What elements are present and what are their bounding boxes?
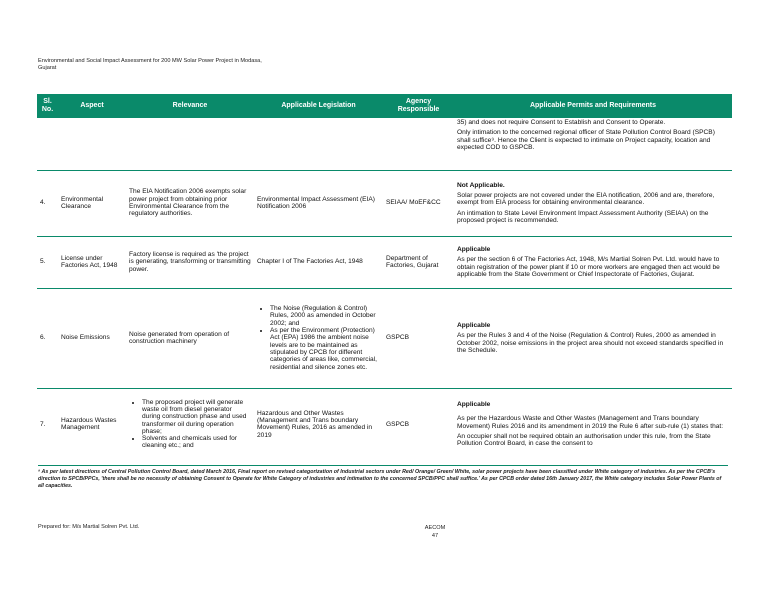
row-6-legislation bbox=[254, 288, 383, 388]
list-item: • The proposed project will generate waste oil from diesel generator during construction phase and used transformer oil during operation phase; bbox=[142, 399, 251, 435]
row-4-legislation: Environmental Impact Assessment (EIA) Notification 2006 bbox=[257, 195, 375, 210]
row-6-requirements bbox=[454, 288, 732, 388]
continuation-text-1: 35) and does not require Consent to Establish and Consent to Operate. bbox=[457, 119, 666, 126]
row-7-relevance-list bbox=[129, 399, 251, 450]
table-row-continuation bbox=[37, 118, 732, 170]
row-6-relevance: Noise generated from operation of construction machinery bbox=[129, 330, 230, 345]
row-5-req-text-1: As per the section 6 of The Factories Act, 1948, M/s Martial Solren Pvt. Ltd. would have to obtain registration of the power plant if 10 or more workers are engaged then act would be applicable from the State Government or Chief Inspectorate of Factories, Gujarat. bbox=[457, 256, 720, 278]
row-4-status: Not Applicable. bbox=[457, 181, 505, 189]
list-item: • As per the Environment (Protection) Act (EPA) 1986 the ambient noise levels are to be maintained as stipulated by CPCB for different categories of areas like, commercial, residential and silence zones etc. bbox=[270, 327, 380, 371]
permits-table bbox=[37, 94, 732, 460]
col-header-agency: Agency Responsible bbox=[383, 94, 454, 118]
row-7-relevance bbox=[126, 388, 254, 460]
row-6-legislation-list bbox=[257, 305, 380, 371]
row-4-number: 4. bbox=[40, 199, 46, 207]
row-4-agency: SEIAA/ MoEF&CC bbox=[386, 199, 441, 207]
table-row-7 bbox=[37, 388, 732, 460]
row-7-req-text-2: An occupier shall not be required obtain an authorisation under this rule, from the State Pollution Control Board, in case the consent to bbox=[457, 432, 711, 448]
col-header-aspect: Aspect bbox=[58, 94, 126, 118]
row-5-status: Applicable bbox=[457, 245, 491, 253]
col-header-sl-no: Sl. No. bbox=[37, 94, 58, 118]
row-5-aspect: License under Factories Act, 1948 bbox=[61, 254, 118, 269]
continuation-text-2: Only intimation to the concerned regional officer of State Pollution Control Board (SPCB) shall suffice⁹. Hence the Client is expected to intimate on Project capacity, location and expected COD to GSPCB. bbox=[457, 129, 715, 151]
row-7-agency: GSPCB bbox=[386, 420, 410, 428]
row-6-req-text-1: As per the Rules 3 and 4 of the Noise (Regulation & Control) Rules, 2000 as amended in October 2002, noise emissions in the project area should not exceed standards specified in the Schedule. bbox=[457, 332, 724, 354]
row-7-status: Applicable bbox=[457, 401, 491, 408]
row-5-legislation: Chapter I of The Factories Act, 1948 bbox=[257, 258, 363, 266]
table-row-4 bbox=[37, 170, 732, 236]
row-7-number: 7. bbox=[40, 420, 46, 428]
footnote: ⁹ As per latest directions of Central Pollution Control Board, dated March 2016, Final report on revised categorization of Industrial sectors under Red/ Orange/ Green/ White, solar power projects have been classified under White category of industries. As per the CPCB's direction to SPCB/PPCs, 'there shall be no necessity of obtaining Consent to Operate for White Category of industries and intimation to the concerned SPCB/PPC shall suffice.' As per CPCB order dated 16th January 2017, the White category includes Solar Power Plants of all capacities. bbox=[38, 465, 728, 491]
row-5-number: 5. bbox=[40, 258, 46, 266]
page-number: 47 bbox=[431, 533, 439, 539]
row-7-aspect: Hazardous Wastes Management bbox=[61, 416, 117, 432]
row-4-requirements bbox=[454, 170, 732, 236]
footer-prepared-for: Prepared for: M/s Martial Solren Pvt. Ltd. bbox=[38, 524, 140, 530]
row-4-relevance: The EIA Notification 2006 exempts solar power project from obtaining prior Environmental Clearance from the regulatory authorities. bbox=[129, 188, 247, 218]
row-6-status: Applicable bbox=[457, 321, 491, 329]
row-7-requirements bbox=[454, 388, 732, 460]
table-row-6 bbox=[37, 288, 732, 388]
row-4-aspect: Environmental Clearance bbox=[61, 195, 104, 210]
col-header-relevance: Relevance bbox=[126, 94, 254, 118]
row-6-number: 6. bbox=[40, 334, 46, 342]
table-header-row bbox=[37, 94, 732, 118]
continuation-cell bbox=[454, 118, 732, 170]
footer-company-page bbox=[420, 524, 450, 540]
table-row-5 bbox=[37, 236, 732, 288]
row-4-req-text-2: An intimation to State Level Environment Impact Assessment Authority (SEIAA) on the proposed project is recommended. bbox=[457, 209, 709, 224]
header-location: Gujarat bbox=[38, 65, 57, 71]
row-4-req-text-1: Solar power projects are not covered under the EIA notification, 2006 and are, therefore, exempt from EIA process for obtaining environmental clearance. bbox=[457, 192, 715, 207]
list-item: • Solvents and chemicals used for cleaning etc.; and bbox=[142, 435, 251, 450]
row-7-legislation: Hazardous and Other Wastes (Management and Trans boundary Movement) Rules, 2016 as amended in 2019 bbox=[257, 409, 373, 439]
row-5-requirements bbox=[454, 236, 732, 288]
row-6-aspect: Noise Emissions bbox=[61, 334, 110, 342]
row-6-agency: GSPCB bbox=[386, 334, 410, 342]
document-header bbox=[38, 58, 338, 72]
row-5-agency: Department of Factories, Gujarat bbox=[386, 254, 439, 269]
row-7-req-text-1: As per the Hazardous Waste and Other Wastes (Management and Trans boundary Movement) Rules 2016 and its amendment in 2019 the Rule 6 after sub-rule (1) states that: bbox=[457, 415, 724, 430]
footer-company: AECOM bbox=[424, 525, 446, 531]
row-5-relevance: Factory license is required as 'the project is generating, transforming or transmitting power. bbox=[129, 251, 251, 273]
list-item: • The Noise (Regulation & Control) Rules, 2000 as amended in October 2002; and bbox=[270, 305, 380, 327]
col-header-requirements: Applicable Permits and Requirements bbox=[454, 94, 732, 118]
col-header-legislation: Applicable Legislation bbox=[254, 94, 383, 118]
header-title: Environmental and Social Impact Assessment for 200 MW Solar Power Project in Modasa, bbox=[38, 58, 262, 64]
